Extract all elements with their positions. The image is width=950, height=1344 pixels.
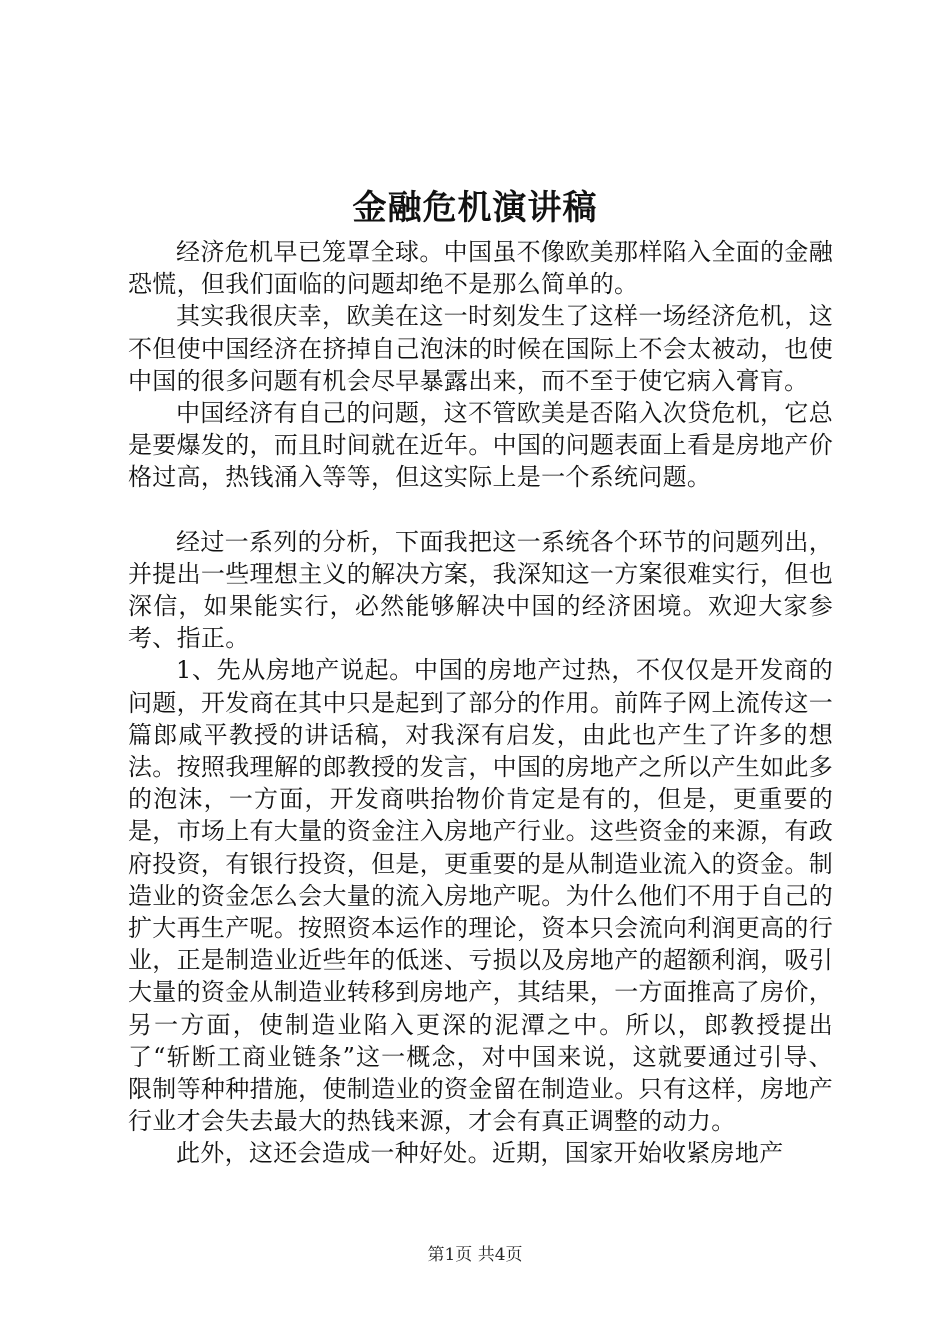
paragraph-5: 1、先从房地产说起。中国的房地产过热，不仅仅是开发商的问题，开发商在其中只是起到了部分的作用。前阵子网上流传这一篇郎咸平教授的讲话稿，对我深有启发，由此也产生了许多的想法。按照我理解的郎教授的发言，中国的房地产之所以产生如此多的泡沫，一方面，开发商哄抬物价肯定是有的，但是，更重要的是，市场上有大量的资金注入房地产行业。这些资金的来源，有政府投资，有银行投资，但是，更重要的是从制造业流入的资金。制造业的资金怎么会大量的流入房地产呢。为什么他们不用于自己的扩大再生产呢。按照资本运作的理论，资本只会流向利润更高的行业，正是制造业近些年的低迷、亏损以及房地产的超额利润，吸引大量的资金从制造业转移到房地产，其结果，一方面推高了房价，另一方面，使制造业陷入更深的泥潭之中。所以，郎教授提出了“斩断工商业链条”这一概念，对中国来说，这就要通过引导、限制等种种措施，使制造业的资金留在制造业。只有这样，房地产行业才会失去最大的热钱来源，才会有真正调整的动力。 [128, 656, 833, 1136]
paragraph-1: 经济危机早已笼罩全球。中国虽不像欧美那样陷入全面的金融恐慌，但我们面临的问题却绝不是那么简单的。 [128, 238, 833, 299]
page-footer: 第1页 共4页 [427, 1245, 523, 1265]
paragraph-4: 经过一系列的分析，下面我把这一系统各个环节的问题列出，并提出一些理想主义的解决方案，我深知这一方案很难实行，但也深信，如果能实行，必然能够解决中国的经济困境。欢迎大家参考、指正。 [128, 527, 833, 653]
document-body [128, 236, 833, 1170]
document-title: 金融危机演讲稿 [352, 188, 598, 228]
paragraph-2: 其实我很庆幸，欧美在这一时刻发生了这样一场经济危机，这不但使中国经济在挤掉自己泡沫的时候在国际上不会太被动，也使中国的很多问题有机会尽早暴露出来，而不至于使它病入膏肓。 [128, 302, 833, 395]
paragraph-3: 中国经济有自己的问题，这不管欧美是否陷入次贷危机，它总是要爆发的，而且时间就在近年。中国的问题表面上看是房地产价格过高，热钱涌入等等，但这实际上是一个系统问题。 [128, 399, 833, 492]
paragraph-6: 此外，这还会造成一种好处。近期，国家开始收紧房地产 [176, 1139, 784, 1168]
